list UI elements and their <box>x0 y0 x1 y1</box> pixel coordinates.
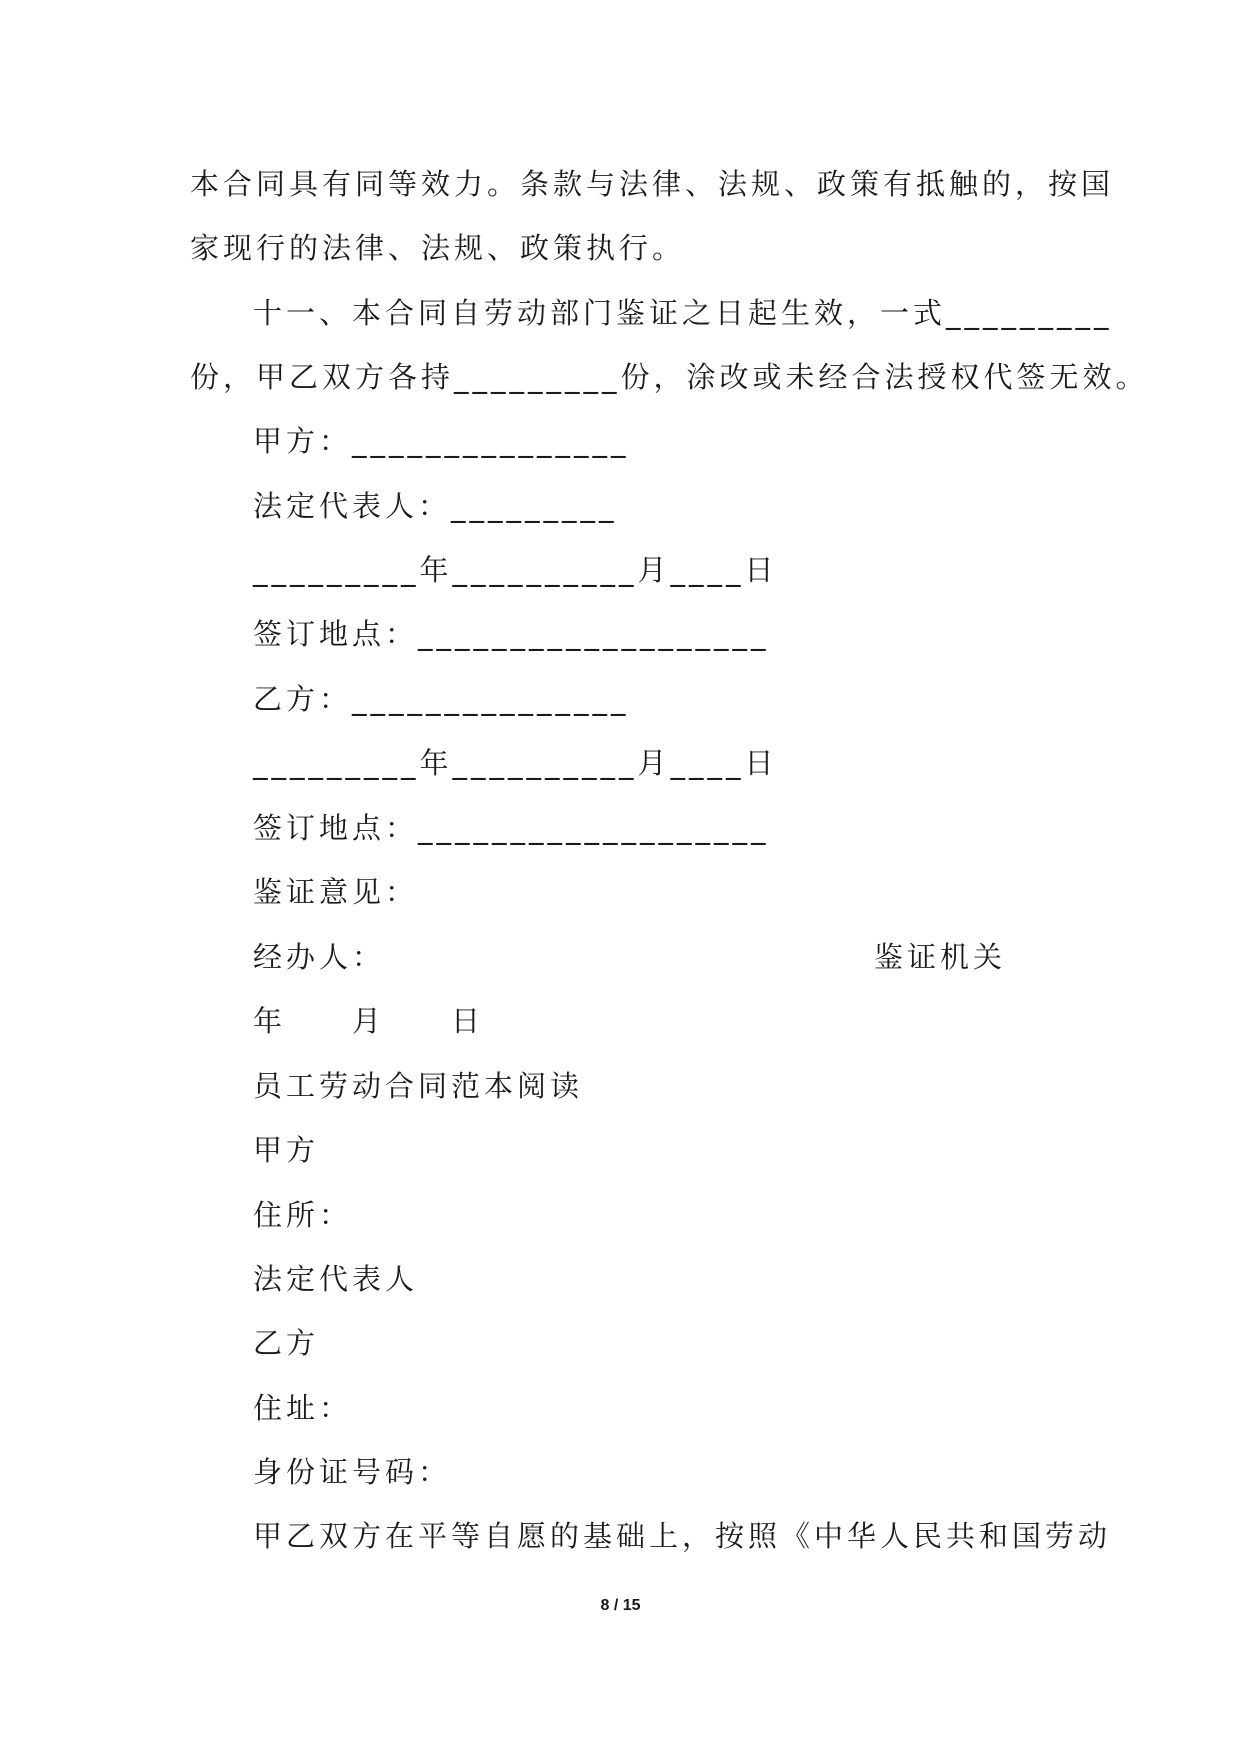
party-b-date-line: _________年__________月____日 <box>253 746 778 780</box>
body-text-line: 家现行的法律、法规、政策执行。 <box>190 231 686 265</box>
handler-label: 经办人： <box>253 940 386 974</box>
page-number: 8 / 15 <box>600 1597 641 1614</box>
certification-authority-label: 鉴证机关 <box>874 940 1007 974</box>
certification-opinion-label: 鉴证意见： <box>253 875 419 909</box>
party-a-signing-place-line: 签订地点：___________________ <box>253 617 770 651</box>
party-b-signature-line: 乙方：_______________ <box>253 682 630 716</box>
section-heading: 员工劳动合同范本阅读 <box>253 1069 584 1103</box>
certification-date-line: 年 月 日 <box>253 1004 485 1038</box>
id-number-label: 身份证号码： <box>253 1455 452 1489</box>
body-text-line: 本合同具有同等效力。条款与法律、法规、政策有抵触的，按国 <box>190 167 1115 201</box>
body-text-line: 甲乙双方在平等自愿的基础上，按照《中华人民共和国劳动 <box>253 1519 1112 1553</box>
legal-representative-line: 法定代表人：_________ <box>253 489 618 523</box>
party-a-signature-line: 甲方：_______________ <box>253 424 630 458</box>
legal-representative-label: 法定代表人 <box>253 1262 419 1296</box>
party-b-label: 乙方 <box>253 1326 320 1360</box>
party-a-date-line: _________年__________月____日 <box>253 553 778 587</box>
clause-eleven-continuation: 份，甲乙双方各持_________份，涂改或未经合法授权代签无效。 <box>190 360 1149 394</box>
clause-eleven-line: 十一、本合同自劳动部门鉴证之日起生效，一式_________ <box>253 296 1113 330</box>
party-b-signing-place-line: 签订地点：___________________ <box>253 811 770 845</box>
party-a-address-label: 住所： <box>253 1198 353 1232</box>
party-a-label: 甲方 <box>253 1133 320 1167</box>
party-b-address-label: 住址： <box>253 1391 353 1425</box>
